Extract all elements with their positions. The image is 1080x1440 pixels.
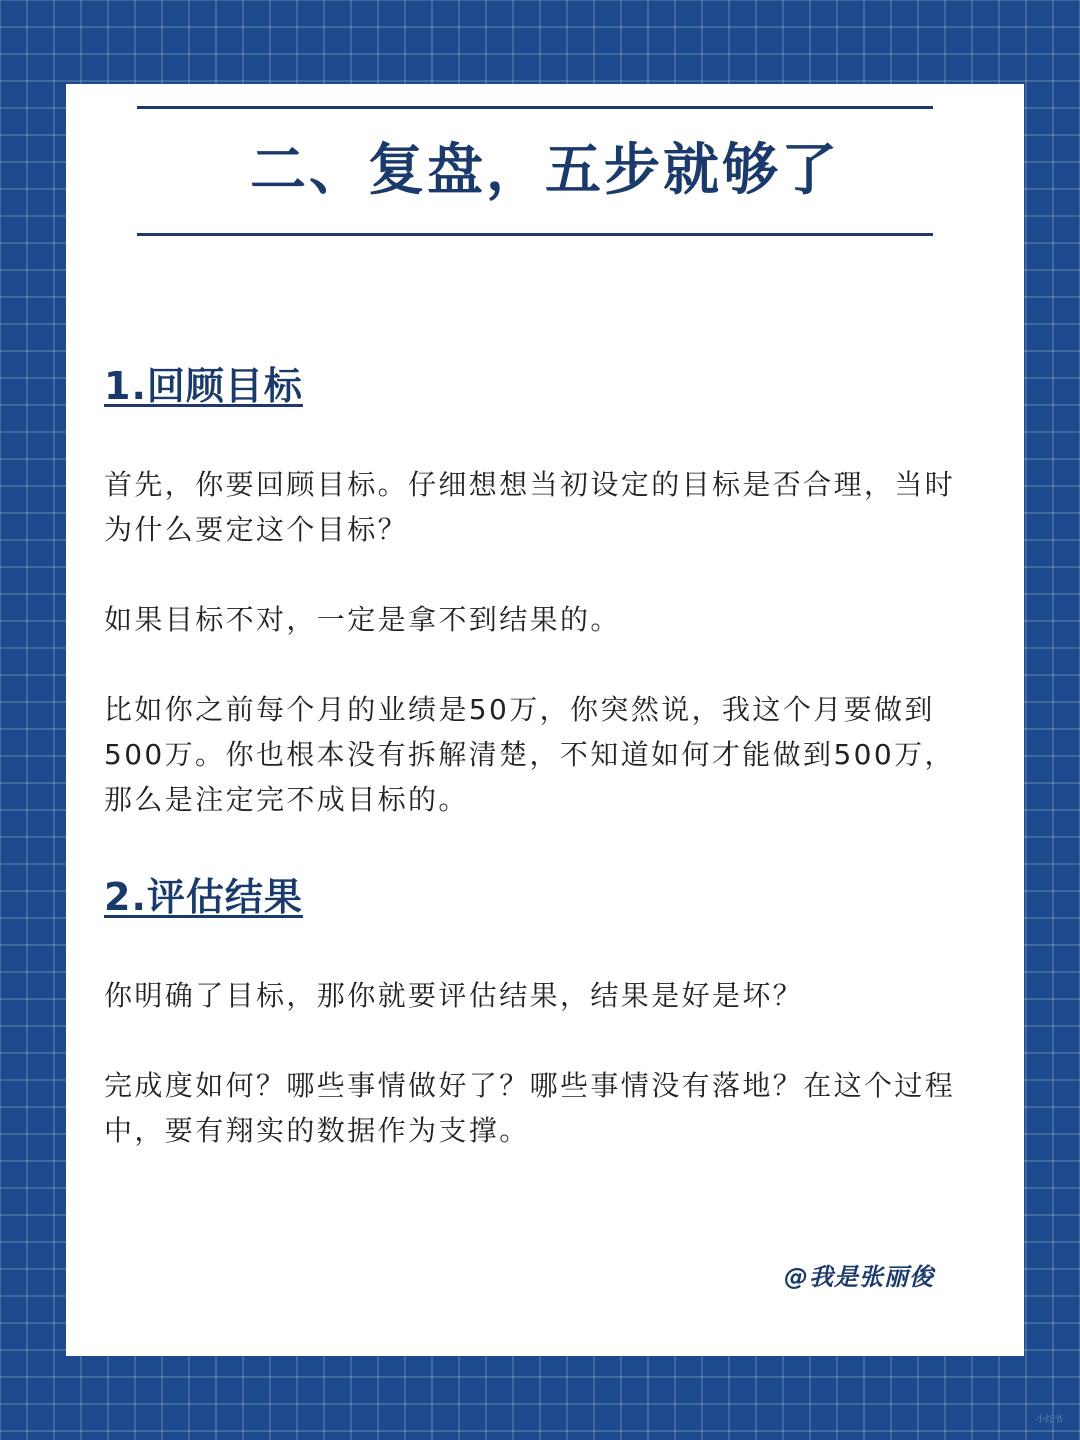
page-title: 二、复盘，五步就够了 xyxy=(250,138,840,203)
title-top-rule xyxy=(137,106,933,109)
title-bottom-rule xyxy=(137,233,933,236)
author-signature: @我是张丽俊 xyxy=(784,1263,934,1291)
section-2-paragraph-2: 完成度如何？哪些事情做好了？哪些事情没有落地？在这个过程中，要有翔实的数据作为支撑。 xyxy=(104,1069,956,1147)
watermark-logo: 小红书 xyxy=(1036,1415,1064,1425)
content-card xyxy=(66,84,1024,1356)
section-1-paragraph-3: 比如你之前每个月的业绩是50万，你突然说，我这个月要做到500万。你也根本没有拆解清楚，不知道如何才能做到500万，那么是注定完不成目标的。 xyxy=(104,693,955,816)
section-heading-review-goals: 1.回顾目标 xyxy=(104,364,303,408)
section-heading-evaluate-results: 2.评估结果 xyxy=(104,875,303,919)
section-2-paragraph-1: 你明确了目标，那你就要评估结果，结果是好是坏？ xyxy=(104,979,804,1012)
section-1-paragraph-2: 如果目标不对，一定是拿不到结果的。 xyxy=(104,603,621,636)
section-1-paragraph-1: 首先，你要回顾目标。仔细想想当初设定的目标是否合理，当时为什么要定这个目标？ xyxy=(104,468,956,546)
